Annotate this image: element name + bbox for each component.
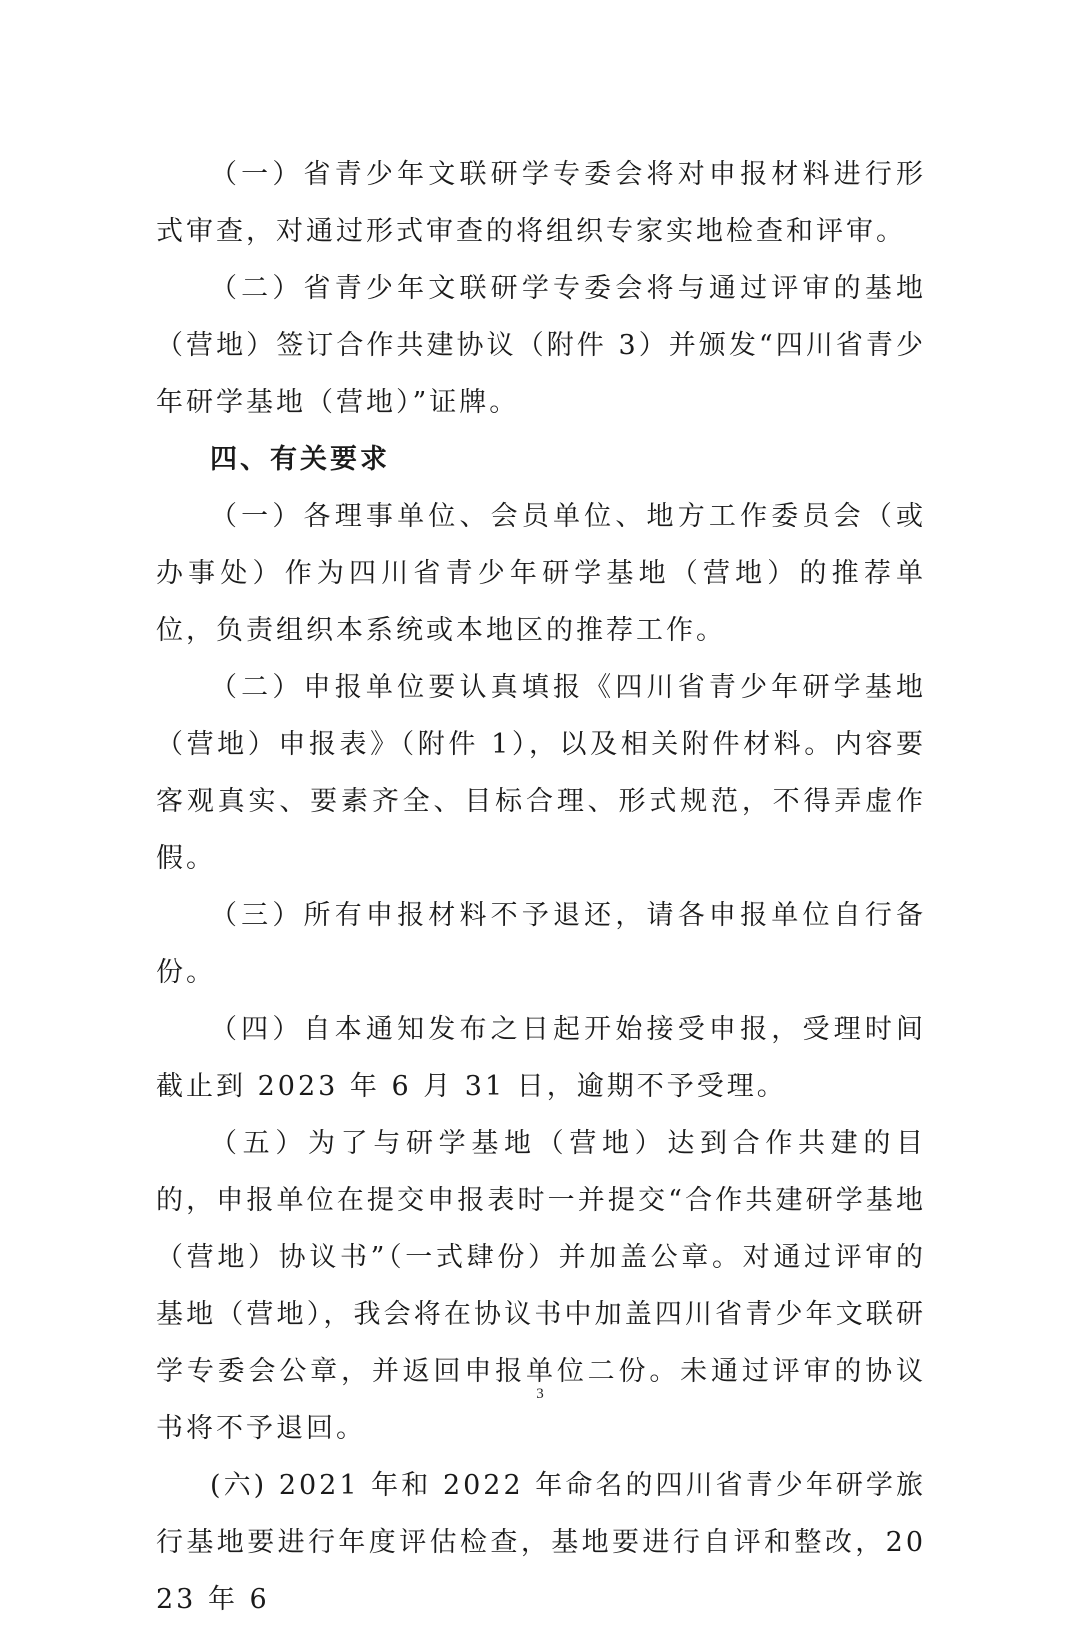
page-number: 3 — [536, 1386, 544, 1402]
paragraph-review-process: （一）省青少年文联研学专委会将对申报材料进行形式审查，对通过形式审查的将组织专家实地检查和评审。 — [156, 159, 926, 247]
document-body — [156, 146, 926, 1628]
requirement-item-5: （五）为了与研学基地（营地）达到合作共建的目的，申报单位在提交申报表时一并提交“合作共建研学基地（营地）协议书”（一式肆份）并加盖公章。对通过评审的基地（营地），我会将在协议书中加盖四川省青少年文联研学专委会公章，并返回申报单位二份。未通过评审的协议书将不予退回。 — [156, 1128, 926, 1444]
paragraph-cooperation-agreement: （二）省青少年文联研学专委会将与通过评审的基地（营地）签订合作共建协议（附件 3）并颁发“四川省青少年研学基地（营地）”证牌。 — [156, 273, 926, 418]
requirement-item-1: （一）各理事单位、会员单位、地方工作委员会（或办事处）作为四川省青少年研学基地（营地）的推荐单位，负责组织本系统或本地区的推荐工作。 — [156, 501, 926, 646]
requirement-item-6: (六) 2021 年和 2022 年命名的四川省青少年研学旅行基地要进行年度评估检查，基地要进行自评和整改，2023 年 6 — [156, 1470, 926, 1615]
requirement-item-3: （三）所有申报材料不予退还，请各申报单位自行备份。 — [156, 900, 926, 988]
section-heading: 四、有关要求 — [210, 444, 390, 475]
requirement-item-2: （二）申报单位要认真填报《四川省青少年研学基地（营地）申报表》（附件 1），以及相关附件材料。内容要客观真实、要素齐全、目标合理、形式规范，不得弄虚作假。 — [156, 672, 926, 874]
requirement-item-4: （四）自本通知发布之日起开始接受申报，受理时间截止到 2023 年 6 月 31 日，逾期不予受理。 — [156, 1014, 926, 1102]
